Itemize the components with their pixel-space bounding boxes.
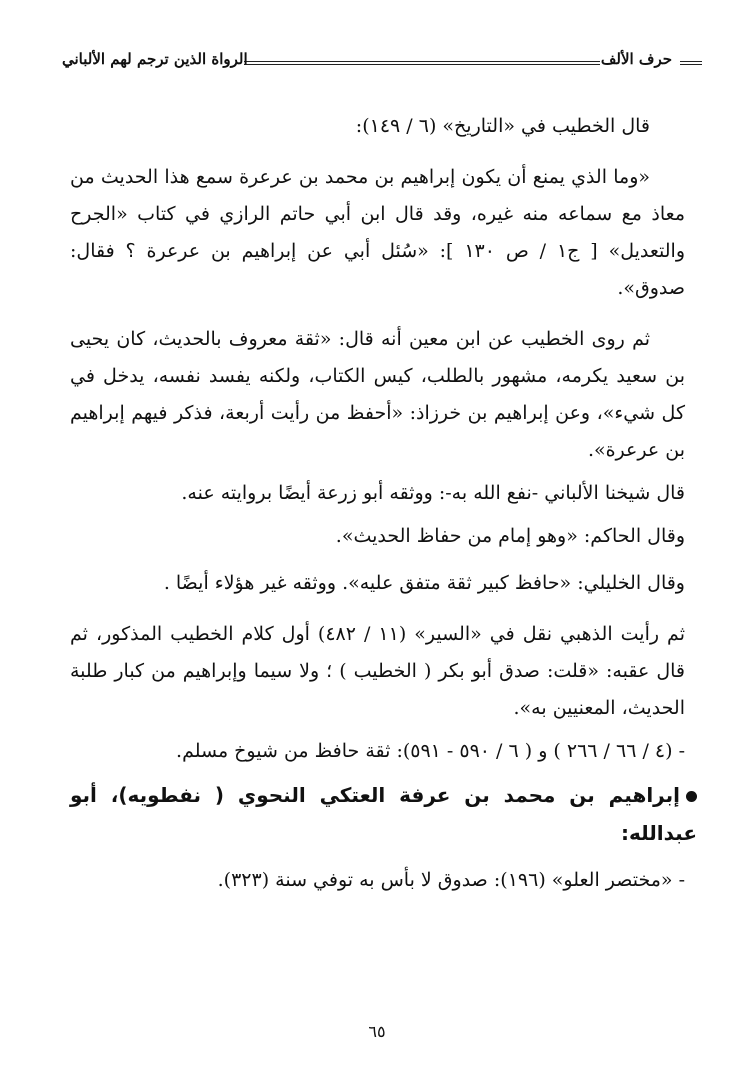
page-number: ٦٥	[368, 1022, 386, 1041]
page-body	[70, 98, 697, 899]
paragraph-mukhtasar: - «مختصر العلو» (١٩٦): صدوق لا بأس به توفي سنة (٣٢٣).	[217, 869, 685, 891]
bullet-icon	[686, 791, 697, 802]
chapter-title: حرف الألف	[600, 50, 672, 68]
paragraph-dhahabi: ثم رأيت الذهبي نقل في «السير» (١١ / ٤٨٢) أول كلام الخطيب المذكور، ثم قال عقبه: «قلت: صدق أبو بكر ( الخطيب ) ؛ ولا سيما وإبراهيم من كبار طلبة الحديث، المعنيين به».	[70, 623, 685, 719]
entry-title: إبراهيم بن محمد بن عرفة العتكي النحوي ( نفطويه)، أبو عبدالله:	[70, 783, 697, 845]
paragraph-hakim: وقال الحاكم: «وهو إمام من حفاظ الحديث».	[335, 525, 685, 547]
paragraph-reference: - (٤ / ٦٦ / ٢٦٦ ) و ( ٦ / ٥٩٠ - ٥٩١): ثقة حافظ من شيوخ مسلم.	[176, 740, 685, 762]
paragraph-ibn-maeen: ثم روى الخطيب عن ابن معين أنه قال: «ثقة معروف بالحديث، كان يحيى بن سعيد يكرمه، مشهور بالطلب، كيس الكتاب، ولكنه يفسد نفسه، يدخل في كل شيء»، وعن إبراهيم بن خرزاذ: «أحفظ من رأيت أربعة، فذكر فيهم إبراهيم بن عرعرة».	[70, 328, 685, 461]
header-rule	[244, 61, 600, 65]
paragraph-khalili: وقال الخليلي: «حافظ كبير ثقة متفق عليه». ووثقه غير هؤلاء أيضًا .	[163, 572, 685, 594]
entry-heading	[70, 776, 697, 852]
paragraph-khatib-intro: قال الخطيب في «التاريخ» (٦ / ١٤٩):	[355, 115, 650, 137]
book-title: الرواة الذين ترجم لهم الألباني	[62, 50, 248, 68]
running-header	[62, 50, 702, 74]
paragraph-albani-note: قال شيخنا الألباني -نفع الله به-: ووثقه أبو زرعة أيضًا بروايته عنه.	[181, 482, 685, 504]
header-dash	[680, 61, 702, 65]
paragraph-khatib-quote: «وما الذي يمنع أن يكون إبراهيم بن محمد بن عرعرة سمع هذا الحديث من معاذ مع سماعه منه غيره، وقد قال ابن أبي حاتم الرازي في كتاب «الجرح والتعديل» [ ج١ / ص ١٣٠ ]: «سُئل أبي عن إبراهيم بن عرعرة ؟ فقال: صدوق».	[70, 166, 685, 299]
